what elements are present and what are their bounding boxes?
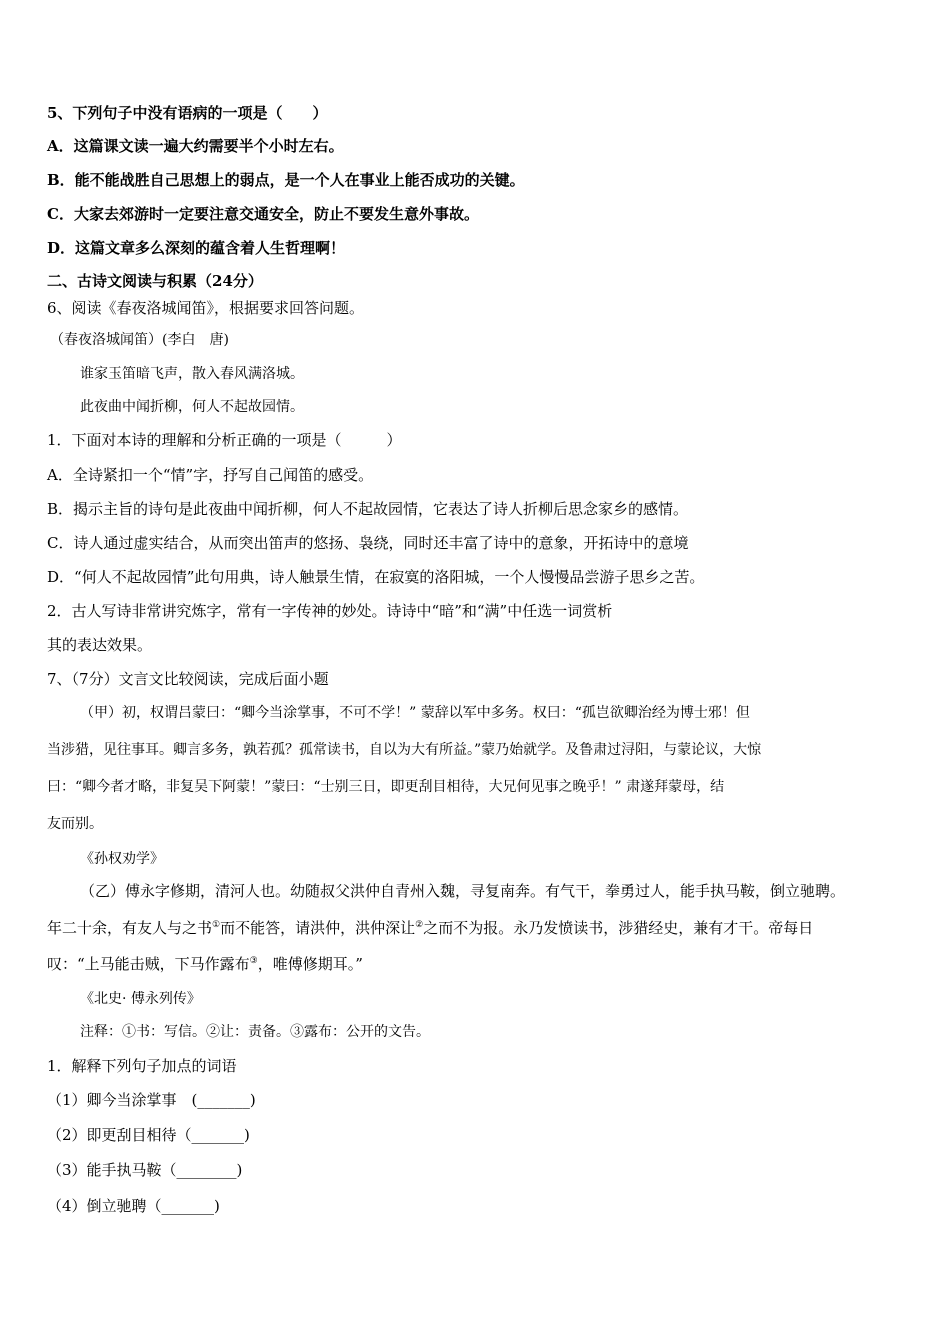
footnote-ref-1: ① (212, 920, 221, 930)
q5-option-d: D．这篇文章多么深刻的蕴含着人生哲理啊！ (47, 239, 346, 257)
jia-line-2: 当涉猎，见往事耳。卿言多务，孰若孤？孤常读书，自以为大有所益。”蒙乃始就学。及鲁肃过浔阳，与蒙论议，大惊 (47, 742, 762, 758)
q7-sub1-item-4: （4）倒立驰聘（_______) (47, 1197, 220, 1215)
q6-sub1-option-b: B．揭示主旨的诗句是此夜曲中闻折柳，何人不起故园情，它表达了诗人折柳后思念家乡的感情。 (47, 500, 689, 518)
poem-line-1: 谁家玉笛暗飞声，散入春风满洛城。 (80, 366, 304, 382)
footnote-ref-2: ② (415, 920, 424, 930)
yi-line-2-part-3: 之而不为报。永乃发愤读书，涉猎经史，兼有才干。帝每日 (423, 919, 814, 937)
yi-line-3 (47, 954, 363, 974)
q6-title: 6、阅读《春夜洛城闻笛》，根据要求回答问题。 (47, 299, 365, 317)
q7-sub1-item-2: （2）即更刮目相待（_______) (47, 1126, 250, 1144)
notes: 注释：①书：写信。②让：责备。③露布：公开的文告。 (80, 1024, 430, 1040)
q6-sub1-option-a: A．全诗紧扣一个“情”字，抒写自己闻笛的感受。 (47, 466, 374, 484)
jia-line-1: （甲）初，权谓吕蒙曰：“卿今当涂掌事，不可不学！” 蒙辞以军中多务。权曰：“孤岂欲卿治经为博士邪！但 (80, 705, 750, 721)
yi-line-2-part-1: 年二十余，有友人与之书 (47, 919, 213, 937)
q6-sub2-line-2: 其的表达效果。 (47, 636, 153, 654)
q6-sub1-option-d: D．“何人不起故园情”此句用典，诗人触景生情，在寂寞的洛阳城，一个人慢慢品尝游子思乡之苦。 (47, 568, 705, 586)
q7-sub1-title: 1．解释下列句子加点的词语 (47, 1057, 237, 1075)
yi-source: 《北史· 傅永列传》 (80, 991, 201, 1007)
q5-title: 5、下列句子中没有语病的一项是（ ） (47, 104, 328, 122)
yi-line-1: （乙）傅永字修期，清河人也。幼随叔父洪仲自青州入魏，寻复南奔。有气干，拳勇过人，能手执马鞍，倒立驰聘。 (80, 882, 846, 900)
poem-header: （春夜洛城闻笛）(李白 唐) (50, 332, 229, 348)
q5-option-a: A．这篇课文读一遍大约需要半个小时左右。 (47, 137, 344, 155)
yi-line-2 (47, 918, 813, 938)
q6-sub2-line-1: 2．古人写诗非常讲究炼字，常有一字传神的妙处。诗诗中“暗”和“满”中任选一词赏析 (47, 602, 613, 620)
yi-line-2-part-2: 而不能答，请洪仲，洪仲深让 (220, 919, 416, 937)
jia-source: 《孙权劝学》 (80, 851, 164, 867)
yi-line-3-part-1: 叹：“上马能击贼，下马作露布 (47, 955, 250, 973)
q7-title: 7、（7分）文言文比较阅读，完成后面小题 (47, 670, 329, 688)
q5-option-c: C．大家去郊游时一定要注意交通安全，防止不要发生意外事故。 (47, 205, 479, 223)
q7-sub1-item-1: （1）卿今当涂掌事 (_______) (47, 1091, 256, 1109)
footnote-ref-3: ③ (249, 956, 258, 966)
yi-line-3-part-2: ，唯傅修期耳。” (257, 955, 363, 973)
jia-line-4: 友而别。 (47, 816, 103, 832)
q7-sub1-item-3: （3）能手执马鞍（________) (47, 1161, 243, 1179)
poem-line-2: 此夜曲中闻折柳，何人不起故园情。 (80, 399, 304, 415)
jia-line-3: 曰：“卿今者才略，非复吴下阿蒙！”蒙曰：“士别三日，即更刮目相待，大兄何见事之晚乎！” 肃遂拜蒙母，结 (47, 779, 725, 795)
q5-option-b: B．能不能战胜自己思想上的弱点，是一个人在事业上能否成功的关键。 (47, 171, 525, 189)
section2-title: 二、古诗文阅读与积累（24分） (47, 272, 263, 290)
q6-sub1-title: 1．下面对本诗的理解和分析正确的一项是（ ） (47, 431, 402, 449)
q6-sub1-option-c: C．诗人通过虚实结合，从而突出笛声的悠扬、袅绕，同时还丰富了诗中的意象，开拓诗中的意境 (47, 534, 689, 552)
